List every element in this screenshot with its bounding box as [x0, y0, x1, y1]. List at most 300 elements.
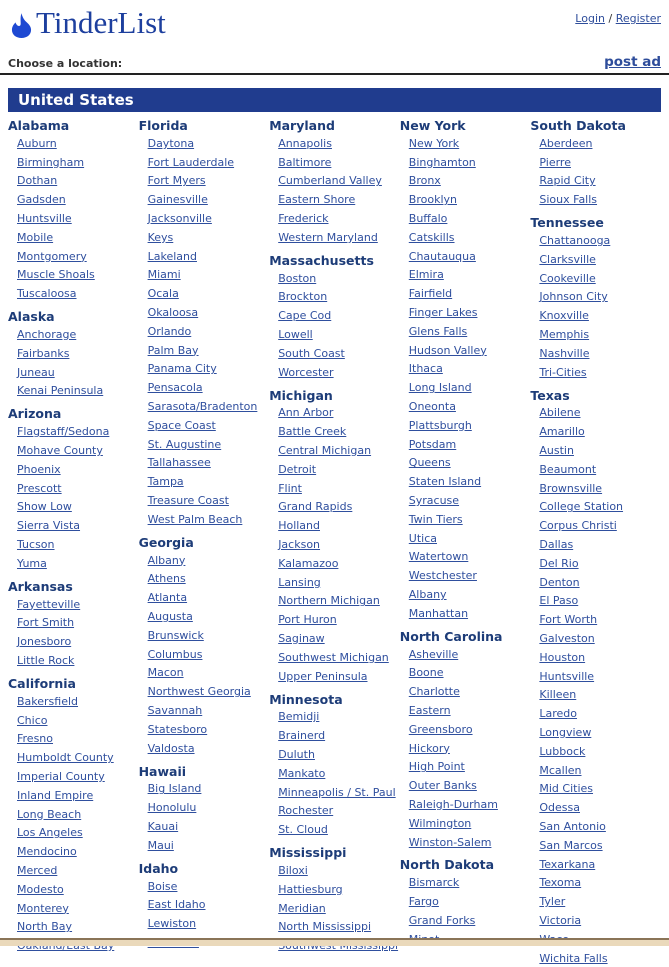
city-link[interactable]: Kenai Peninsula — [17, 384, 104, 398]
city-link[interactable]: Manhattan — [408, 606, 469, 620]
city-row — [530, 231, 657, 250]
city-link[interactable]: Battle Creek — [278, 425, 347, 439]
city-link[interactable]: Palm Bay — [147, 343, 199, 357]
city-link[interactable]: El Paso — [539, 594, 579, 608]
city-link[interactable]: San Marcos — [539, 838, 603, 852]
city-row — [139, 817, 266, 836]
city-link[interactable]: Mankato — [278, 766, 326, 780]
city-link[interactable]: Mcallen — [539, 763, 582, 777]
city-row — [8, 266, 135, 285]
city-link[interactable]: Lansing — [278, 575, 321, 589]
city-link[interactable]: Miami — [147, 268, 181, 282]
location-row — [0, 54, 669, 70]
city-link[interactable]: Central Michigan — [278, 444, 372, 458]
city-row — [269, 460, 396, 479]
city-link[interactable]: Denton — [539, 575, 580, 589]
city-link[interactable]: Tuscaloosa — [17, 287, 77, 301]
city-link[interactable]: Treasure Coast — [147, 494, 229, 508]
city-link[interactable]: Ocala — [147, 287, 179, 301]
state-heading: Michigan — [269, 387, 333, 403]
city-link[interactable]: Prescott — [17, 481, 62, 495]
city-row — [8, 917, 135, 936]
city-link[interactable]: Worcester — [278, 365, 334, 379]
choose-location-label: Choose a location: — [8, 57, 123, 70]
city-link[interactable]: Mid Cities — [539, 782, 594, 796]
city-row — [400, 529, 527, 548]
city-link[interactable]: Brockton — [278, 290, 328, 304]
city-row — [530, 363, 657, 382]
city-link[interactable]: Charlotte — [408, 685, 460, 699]
city-row — [400, 341, 527, 360]
city-link[interactable]: East Idaho — [147, 898, 206, 912]
city-link[interactable]: Outer Banks — [408, 779, 477, 793]
city-link[interactable]: Glens Falls — [408, 324, 468, 338]
city-link[interactable]: Modesto — [17, 882, 64, 896]
city-row — [530, 667, 657, 686]
city-link[interactable]: Humboldt County — [17, 751, 114, 765]
city-link[interactable]: Port Huron — [278, 613, 337, 627]
city-link[interactable]: Oneonta — [408, 400, 456, 414]
city-link[interactable]: Potsdam — [408, 437, 457, 451]
city-link[interactable]: Tri-Cities — [539, 365, 587, 379]
city-row — [530, 892, 657, 911]
city-link[interactable]: Wichita Falls — [539, 951, 608, 965]
city-link[interactable]: Tampa — [147, 475, 184, 489]
city-link[interactable]: Birmingham — [17, 155, 85, 169]
city-link[interactable]: Hickory — [408, 741, 450, 755]
city-link[interactable]: Flagstaff/Sedona — [17, 425, 110, 439]
city-row — [400, 892, 527, 911]
city-row — [269, 648, 396, 667]
city-link[interactable]: Macon — [147, 666, 184, 680]
city-link[interactable]: Boston — [278, 271, 317, 285]
city-row — [139, 341, 266, 360]
city-link[interactable]: Augusta — [147, 610, 193, 624]
city-link[interactable]: Keys — [147, 230, 174, 244]
city-row — [400, 758, 527, 777]
city-link[interactable]: Fort Worth — [539, 613, 598, 627]
state-heading: Tennessee — [530, 215, 604, 231]
city-link[interactable]: Sarasota/Bradenton — [147, 400, 258, 414]
city-link[interactable]: Galveston — [539, 632, 595, 646]
city-link[interactable]: Bakersfield — [17, 694, 79, 708]
city-link[interactable]: Jacksonville — [147, 212, 212, 226]
city-link[interactable]: Jonesboro — [17, 635, 72, 649]
city-row — [530, 535, 657, 554]
city-row — [269, 209, 396, 228]
city-link[interactable]: Western Maryland — [278, 230, 378, 244]
city-link[interactable]: Maui — [147, 838, 174, 852]
city-row — [530, 855, 657, 874]
city-link[interactable]: Brunswick — [147, 628, 204, 642]
city-row — [269, 363, 396, 382]
city-row — [269, 917, 396, 936]
city-link[interactable]: Juneau — [17, 365, 55, 379]
city-row — [400, 645, 527, 664]
city-link[interactable]: High Point — [408, 760, 465, 774]
city-row — [400, 739, 527, 758]
city-row — [269, 726, 396, 745]
city-link[interactable]: Bismarck — [408, 876, 460, 890]
city-row — [8, 382, 135, 401]
city-link[interactable]: North Bay — [17, 920, 73, 934]
city-link[interactable]: Longview — [539, 726, 592, 739]
city-link[interactable]: Syracuse — [408, 494, 460, 508]
city-link[interactable]: Phoenix — [17, 462, 61, 476]
city-row — [269, 708, 396, 727]
city-link[interactable]: Austin — [539, 444, 574, 458]
city-link[interactable]: Saginaw — [278, 632, 325, 646]
city-link[interactable]: Athens — [147, 572, 186, 586]
city-row — [269, 441, 396, 460]
city-link[interactable]: Kalamazoo — [278, 556, 339, 570]
city-link[interactable]: Gadsden — [17, 193, 66, 207]
city-link[interactable]: Daytona — [147, 136, 195, 150]
city-row — [269, 190, 396, 209]
city-row — [530, 610, 657, 629]
city-row — [530, 704, 657, 723]
city-link[interactable]: Bronx — [408, 174, 441, 188]
city-row — [139, 360, 266, 379]
city-link[interactable]: Merced — [17, 863, 58, 877]
city-link[interactable]: Tucson — [17, 538, 55, 552]
divider — [0, 73, 669, 75]
city-link[interactable]: Tallahassee — [147, 456, 211, 470]
city-link[interactable]: Imperial County — [17, 770, 105, 783]
city-link[interactable]: Winston-Salem — [408, 835, 492, 849]
city-link[interactable]: Chattanooga — [539, 234, 611, 248]
city-link[interactable]: Plattsburgh — [408, 418, 472, 432]
state-heading: New York — [399, 118, 466, 133]
city-row — [8, 363, 135, 382]
city-row — [530, 780, 657, 799]
city-link[interactable]: Southwest Michigan — [278, 650, 389, 664]
city-link[interactable]: Cookeville — [539, 271, 596, 285]
city-link[interactable]: Buffalo — [408, 212, 448, 226]
city-link[interactable]: Panama City — [147, 362, 217, 376]
country-header: United States — [8, 88, 661, 112]
city-link[interactable]: Nashville — [539, 346, 590, 360]
city-link[interactable]: Pierre — [539, 155, 571, 169]
city-link[interactable]: Chautauqua — [408, 249, 476, 263]
city-link[interactable]: Utica — [408, 531, 437, 545]
city-link[interactable]: Jackson — [278, 538, 321, 552]
city-link[interactable]: Fort Lauderdale — [147, 155, 235, 169]
city-link[interactable]: Inland Empire — [17, 788, 94, 802]
city-link[interactable]: St. Cloud — [278, 823, 328, 837]
city-link[interactable]: Huntsville — [17, 212, 72, 226]
city-link[interactable]: Fargo — [408, 895, 439, 909]
city-link[interactable]: Abilene — [539, 406, 581, 420]
city-link[interactable]: Cape Cod — [278, 309, 332, 323]
city-link[interactable]: Elmira — [408, 268, 444, 282]
city-link[interactable]: Fayetteville — [17, 597, 81, 611]
city-link[interactable]: Gainesville — [147, 193, 208, 207]
city-link[interactable]: Little Rock — [17, 654, 75, 668]
city-row — [269, 498, 396, 517]
city-row — [8, 767, 135, 786]
city-row — [530, 269, 657, 288]
city-link[interactable]: Dallas — [539, 538, 574, 552]
city-row — [530, 873, 657, 892]
city-link[interactable]: Yuma — [17, 556, 47, 570]
city-link[interactable]: Los Angeles — [17, 826, 83, 840]
city-row — [400, 911, 527, 930]
city-row — [530, 422, 657, 441]
city-link[interactable]: Monterey — [17, 901, 69, 915]
city-row — [400, 814, 527, 833]
city-link[interactable]: Memphis — [539, 328, 590, 342]
city-link[interactable]: Raleigh-Durham — [408, 797, 498, 811]
city-row — [400, 397, 527, 416]
city-link[interactable]: Greensboro — [408, 722, 473, 736]
city-row — [8, 460, 135, 479]
city-row — [400, 416, 527, 435]
city-link[interactable]: Mobile — [17, 230, 54, 244]
city-row — [8, 880, 135, 899]
city-link[interactable]: Auburn — [17, 136, 57, 150]
city-link[interactable]: Ithaca — [408, 362, 443, 376]
city-link[interactable]: Brownsville — [539, 481, 603, 495]
city-row — [8, 711, 135, 730]
city-row — [139, 701, 266, 720]
city-link[interactable]: Johnson City — [539, 290, 608, 304]
post-ad-link[interactable]: post ad — [604, 54, 661, 70]
city-link[interactable]: Binghamton — [408, 155, 476, 169]
city-link[interactable]: Lakeland — [147, 249, 197, 263]
city-row — [530, 404, 657, 423]
city-link[interactable]: Grand Rapids — [278, 500, 353, 514]
city-row — [530, 516, 657, 535]
city-link[interactable]: Flint — [278, 481, 302, 495]
city-row — [8, 498, 135, 517]
city-link[interactable]: Long Island — [408, 381, 472, 395]
city-link[interactable]: Fort Myers — [147, 174, 206, 188]
state-heading: Alabama — [8, 118, 70, 133]
site-logo[interactable] — [8, 6, 166, 40]
city-link[interactable]: Grand Forks — [408, 913, 476, 927]
state-heading: Arkansas — [8, 578, 73, 594]
city-row — [139, 266, 266, 285]
city-link[interactable]: Bemidji — [278, 710, 320, 724]
city-link[interactable]: Finger Lakes — [408, 306, 478, 320]
city-link[interactable]: Space Coast — [147, 418, 216, 432]
city-link[interactable]: Westchester — [408, 569, 477, 583]
city-link[interactable]: Lowell — [278, 328, 313, 342]
city-link[interactable]: Fort Smith — [17, 616, 75, 630]
city-row — [139, 322, 266, 341]
city-row — [139, 626, 266, 645]
city-link[interactable]: Huntsville — [539, 669, 595, 683]
city-link[interactable]: Texoma — [539, 876, 582, 890]
city-link[interactable]: San Antonio — [539, 819, 606, 833]
city-link[interactable]: Upper Peninsula — [278, 669, 368, 683]
city-row — [400, 566, 527, 585]
city-link[interactable]: Houston — [539, 650, 586, 664]
city-row — [269, 153, 396, 172]
city-row — [139, 172, 266, 191]
city-row — [8, 209, 135, 228]
city-link[interactable]: Twin Tiers — [408, 512, 463, 526]
city-link[interactable]: Victoria — [539, 913, 582, 927]
city-row — [8, 692, 135, 711]
logo-text: TinderList — [36, 5, 166, 40]
city-row — [400, 134, 527, 153]
city-row — [400, 664, 527, 683]
city-link[interactable]: Detroit — [278, 462, 317, 476]
city-link[interactable]: Eastern — [408, 704, 451, 717]
city-link[interactable]: Fairbanks — [17, 346, 70, 360]
login-link[interactable]: Login — [575, 12, 605, 25]
city-row — [8, 325, 135, 344]
city-row — [8, 516, 135, 535]
city-link[interactable]: Brainerd — [278, 729, 326, 743]
city-row — [400, 701, 527, 720]
city-link[interactable]: Albany — [408, 588, 447, 602]
city-link[interactable]: Lewiston — [147, 917, 197, 931]
city-link[interactable]: New York — [408, 136, 460, 150]
city-link[interactable]: Albany — [147, 553, 186, 567]
city-link[interactable]: Sioux Falls — [539, 193, 598, 207]
city-row — [530, 648, 657, 667]
state-heading: Arizona — [8, 406, 62, 422]
city-link[interactable]: Eastern Shore — [278, 193, 356, 207]
city-link[interactable]: Orlando — [147, 324, 192, 338]
city-link[interactable]: Staten Island — [408, 475, 482, 489]
city-link[interactable]: Savannah — [147, 704, 203, 717]
city-link[interactable]: Montgomery — [17, 249, 87, 263]
city-link[interactable]: Brooklyn — [408, 193, 457, 207]
city-link[interactable]: Watertown — [408, 550, 469, 564]
city-link[interactable]: Corpus Christi — [539, 519, 617, 533]
city-row — [139, 247, 266, 266]
city-link[interactable]: Northwest Georgia — [147, 685, 251, 699]
city-row — [269, 745, 396, 764]
city-link[interactable]: Rochester — [278, 804, 334, 818]
city-link[interactable]: Columbus — [147, 647, 203, 661]
city-row — [8, 899, 135, 918]
city-link[interactable]: Knoxville — [539, 309, 589, 323]
city-link[interactable]: Duluth — [278, 748, 315, 761]
city-link[interactable]: West Palm Beach — [147, 512, 243, 526]
columns — [0, 112, 669, 967]
city-link[interactable]: Tyler — [539, 895, 566, 909]
city-link[interactable]: Ann Arbor — [278, 406, 334, 420]
state-heading: South Dakota — [530, 118, 626, 133]
city-link[interactable]: Boone — [408, 666, 444, 680]
city-link[interactable]: Killeen — [539, 688, 577, 702]
city-link[interactable]: Catskills — [408, 230, 455, 244]
city-row — [139, 877, 266, 896]
city-row — [269, 535, 396, 554]
city-link[interactable]: Rapid City — [539, 174, 596, 188]
city-link[interactable]: Queens — [408, 456, 451, 470]
city-link[interactable]: Fairfield — [408, 287, 453, 301]
city-row — [8, 554, 135, 573]
city-link[interactable]: Fresno — [17, 732, 54, 746]
city-row — [8, 344, 135, 363]
city-link[interactable]: South Coast — [278, 346, 345, 360]
city-link[interactable]: Wilmington — [408, 816, 472, 830]
city-link[interactable]: St. Augustine — [147, 437, 222, 451]
city-row — [8, 805, 135, 824]
city-row — [139, 435, 266, 454]
city-row — [530, 592, 657, 611]
city-link[interactable]: Statesboro — [147, 722, 208, 736]
city-link[interactable]: Odessa — [539, 801, 580, 815]
city-link[interactable]: Biloxi — [278, 863, 308, 877]
city-row — [400, 190, 527, 209]
city-link[interactable]: College Station — [539, 500, 624, 514]
city-row — [139, 836, 266, 855]
column — [400, 112, 531, 967]
city-link[interactable]: Pensacola — [147, 381, 203, 395]
city-link[interactable]: Mendocino — [17, 845, 77, 859]
city-link[interactable]: Big Island — [147, 782, 202, 796]
city-link[interactable]: Annapolis — [278, 136, 332, 150]
city-row — [269, 516, 396, 535]
city-link[interactable]: Hudson Valley — [408, 343, 487, 357]
city-row — [8, 190, 135, 209]
city-link[interactable]: Del Rio — [539, 556, 579, 570]
city-link[interactable]: Baltimore — [278, 155, 332, 169]
city-link[interactable]: Laredo — [539, 707, 578, 721]
city-link[interactable]: Long Beach — [17, 807, 82, 821]
register-link[interactable]: Register — [615, 12, 661, 25]
city-link[interactable]: Dothan — [17, 174, 58, 188]
city-row — [400, 284, 527, 303]
city-row — [269, 422, 396, 441]
city-link[interactable]: Okaloosa — [147, 306, 199, 320]
city-link[interactable]: Holland — [278, 519, 320, 533]
city-row — [8, 535, 135, 554]
city-link[interactable]: Cumberland Valley — [278, 174, 382, 188]
city-link[interactable]: Amarillo — [539, 425, 585, 439]
city-link[interactable]: Asheville — [408, 647, 459, 661]
city-row — [8, 632, 135, 651]
city-link[interactable]: Valdosta — [147, 741, 195, 755]
city-link[interactable]: Frederick — [278, 212, 329, 226]
city-row — [530, 742, 657, 761]
city-link[interactable]: Boise — [147, 879, 178, 893]
city-link[interactable]: Texarkana — [539, 857, 596, 871]
city-link[interactable]: Chico — [17, 713, 48, 727]
city-link[interactable]: Aberdeen — [539, 136, 593, 150]
city-link[interactable]: Hattiesburg — [278, 882, 343, 896]
city-link[interactable]: Anchorage — [17, 328, 77, 342]
city-link[interactable]: Minneapolis / St. Paul — [278, 785, 396, 799]
city-row — [139, 607, 266, 626]
city-link[interactable]: Mohave County — [17, 444, 103, 458]
city-link[interactable]: Lubbock — [539, 744, 586, 758]
city-row — [400, 873, 527, 892]
city-link[interactable]: Atlanta — [147, 591, 188, 605]
city-link[interactable]: Kauai — [147, 819, 179, 833]
city-link[interactable]: North Mississippi — [278, 920, 372, 934]
city-row — [400, 454, 527, 473]
city-link[interactable]: Beaumont — [539, 462, 597, 476]
city-link[interactable]: Show Low — [17, 500, 72, 514]
city-row — [8, 284, 135, 303]
city-link[interactable]: Muscle Shoals — [17, 268, 95, 282]
city-link[interactable]: Honolulu — [147, 801, 197, 815]
city-row — [8, 748, 135, 767]
city-link[interactable]: Meridian — [278, 901, 326, 915]
city-row — [530, 723, 657, 742]
city-link[interactable]: Clarksville — [539, 252, 596, 266]
city-link[interactable]: Northern Michigan — [278, 594, 380, 608]
city-link[interactable]: Sierra Vista — [17, 519, 81, 533]
